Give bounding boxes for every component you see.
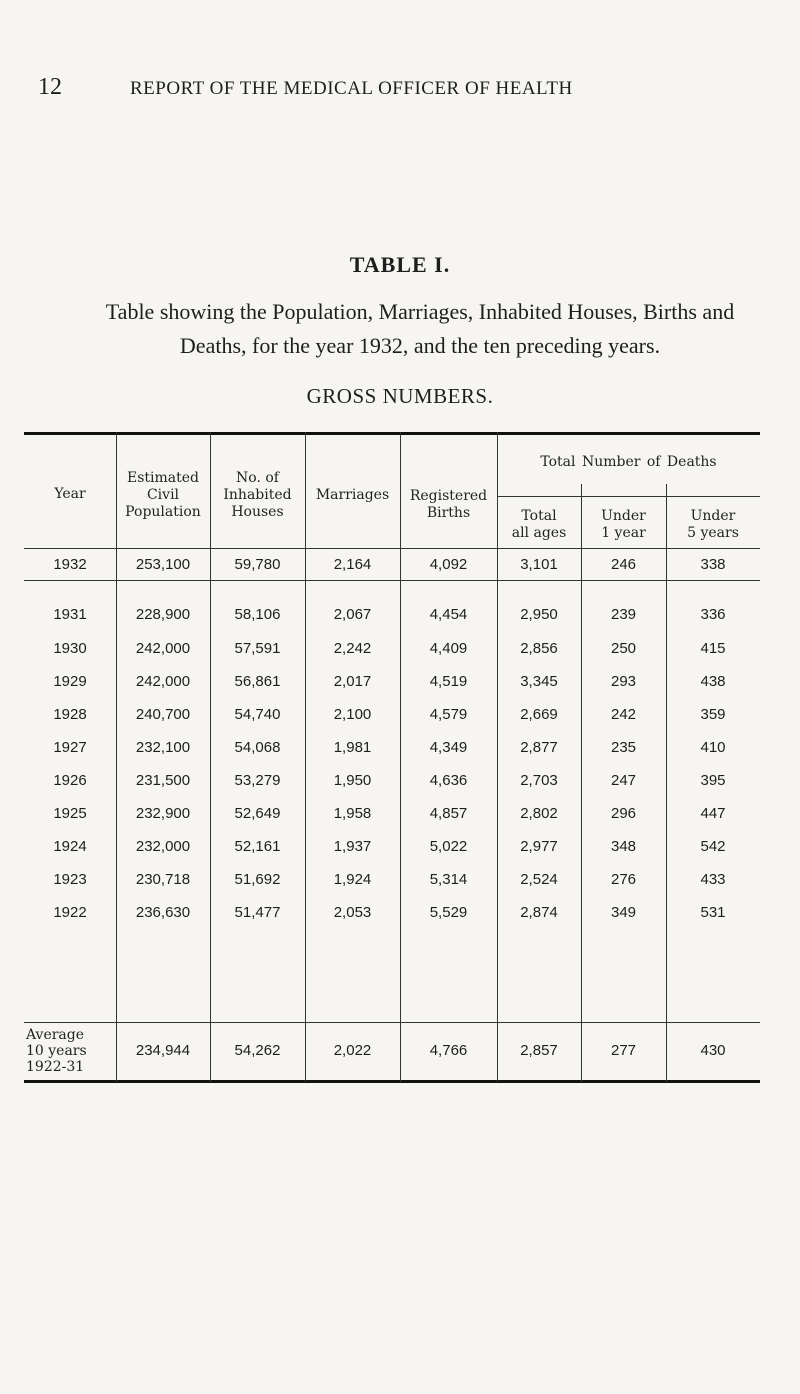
cell-houses: 52,161 [234,838,281,855]
cell-births: 4,092 [429,556,468,573]
cell-births: 4,349 [429,739,468,756]
cell-population: 230,718 [135,871,191,888]
cell-population: 228,900 [135,606,191,623]
cell-year: 1931 [53,606,87,623]
cell-population: 242,000 [135,673,191,690]
header-deaths-under1: Under 1 year [601,508,646,541]
cell-marriages: 2,053 [333,904,372,921]
cell-deaths-under5: 531 [700,904,726,921]
cell-population: 231,500 [135,772,191,789]
statistics-table [24,432,760,1084]
cell-births: 5,022 [429,838,468,855]
page-number: 12 [38,74,62,100]
cell-deaths-under1: 246 [610,556,637,573]
average-population: 234,944 [135,1042,191,1059]
cell-births: 4,579 [429,706,468,723]
cell-deaths-total: 2,950 [520,606,558,623]
header-births: Registered Births [409,488,488,521]
average-marriages: 2,022 [333,1042,372,1059]
cell-marriages: 1,981 [333,739,372,756]
cell-houses: 51,477 [234,904,281,921]
table-title: TABLE I. [349,252,451,277]
column-divider [305,432,306,1082]
average-deaths-under5: 430 [700,1042,726,1059]
cell-population: 242,000 [135,640,191,657]
cell-deaths-under1: 250 [610,640,637,657]
cell-houses: 58,106 [234,606,281,623]
average-deaths-total: 2,857 [520,1042,558,1059]
cell-year: 1928 [53,706,87,723]
cell-deaths-total: 2,703 [520,772,558,789]
header-bottom-rule [24,548,760,549]
cell-deaths-under1: 296 [610,805,637,822]
cell-year: 1924 [53,838,87,855]
cell-houses: 57,591 [234,640,281,657]
average-houses: 54,262 [234,1042,281,1059]
header-year: Year [54,486,86,502]
cell-houses: 52,649 [234,805,281,822]
cell-year: 1927 [53,739,87,756]
cell-births: 5,529 [429,904,468,921]
header-marriages: Marriages [315,487,390,503]
cell-population: 232,900 [135,805,191,822]
cell-marriages: 1,924 [333,871,372,888]
cell-marriages: 2,242 [333,640,372,657]
cell-marriages: 2,100 [333,706,372,723]
average-top-rule [24,1022,760,1023]
cell-year: 1932 [53,556,87,573]
cell-marriages: 2,164 [333,556,372,573]
header-deaths-under5: Under 5 years [687,508,739,541]
cell-houses: 59,780 [234,556,281,573]
cell-population: 236,630 [135,904,191,921]
current-year-rule [24,580,760,581]
cell-marriages: 2,067 [333,606,372,623]
cell-births: 4,409 [429,640,468,657]
cell-deaths-total: 2,802 [520,805,558,822]
cell-births: 5,314 [429,871,468,888]
column-divider [400,432,401,1082]
column-divider [210,432,211,1082]
section-label: GROSS NUMBERS. [306,384,494,408]
header-houses: No. of Inhabited Houses [223,470,292,520]
deaths-subheader-rule [497,496,760,497]
cell-deaths-total: 2,856 [520,640,558,657]
cell-deaths-under1: 276 [610,871,637,888]
table-bottom-rule [24,1080,760,1083]
cell-population: 232,000 [135,838,191,855]
cell-deaths-under1: 247 [610,772,637,789]
header-deaths-group: Total Number of Deaths [540,454,717,470]
cell-deaths-under5: 415 [700,640,726,657]
average-label: Average 10 years 1922-31 [26,1027,87,1075]
column-divider [116,432,117,1082]
cell-deaths-under5: 447 [700,805,726,822]
cell-deaths-under1: 235 [610,739,637,756]
cell-deaths-under1: 348 [610,838,637,855]
cell-houses: 54,068 [234,739,281,756]
cell-births: 4,857 [429,805,468,822]
cell-houses: 56,861 [234,673,281,690]
cell-houses: 54,740 [234,706,281,723]
cell-deaths-under5: 410 [700,739,726,756]
average-deaths-under1: 277 [610,1042,637,1059]
cell-deaths-under5: 542 [700,838,726,855]
cell-year: 1923 [53,871,87,888]
table-description [60,295,780,363]
cell-deaths-under1: 242 [610,706,637,723]
cell-births: 4,519 [429,673,468,690]
header-population: Estimated Civil Population [125,470,201,520]
cell-deaths-under5: 395 [700,772,726,789]
cell-deaths-under5: 338 [700,556,726,573]
cell-deaths-total: 2,877 [520,739,558,756]
cell-houses: 51,692 [234,871,281,888]
cell-deaths-under1: 239 [610,606,637,623]
cell-year: 1925 [53,805,87,822]
cell-births: 4,636 [429,772,468,789]
cell-population: 253,100 [135,556,191,573]
cell-deaths-under5: 438 [700,673,726,690]
cell-deaths-total: 3,345 [520,673,558,690]
cell-population: 232,100 [135,739,191,756]
description-line-1: Table showing the Population, Marriages, Inhabited Houses, Births and [105,299,735,324]
cell-houses: 53,279 [234,772,281,789]
cell-deaths-under1: 293 [610,673,637,690]
cell-deaths-under1: 349 [610,904,637,921]
cell-deaths-total: 2,524 [520,871,558,888]
header-deaths-total: Total all ages [511,508,567,541]
cell-deaths-total: 2,874 [520,904,558,921]
cell-deaths-total: 2,977 [520,838,558,855]
description-line-2: Deaths, for the year 1932, and the ten preceding years. [179,333,661,358]
average-births: 4,766 [429,1042,468,1059]
cell-births: 4,454 [429,606,468,623]
cell-deaths-total: 3,101 [520,556,558,573]
cell-marriages: 1,958 [333,805,372,822]
cell-deaths-under5: 433 [700,871,726,888]
cell-year: 1926 [53,772,87,789]
cell-year: 1922 [53,904,87,921]
cell-marriages: 2,017 [333,673,372,690]
running-head: REPORT OF THE MEDICAL OFFICER OF HEALTH [130,78,573,99]
cell-year: 1930 [53,640,87,657]
cell-deaths-under5: 336 [700,606,726,623]
cell-marriages: 1,937 [333,838,372,855]
table-top-rule [24,432,760,435]
cell-deaths-total: 2,669 [520,706,558,723]
cell-marriages: 1,950 [333,772,372,789]
cell-population: 240,700 [135,706,191,723]
cell-year: 1929 [53,673,87,690]
cell-deaths-under5: 359 [700,706,726,723]
